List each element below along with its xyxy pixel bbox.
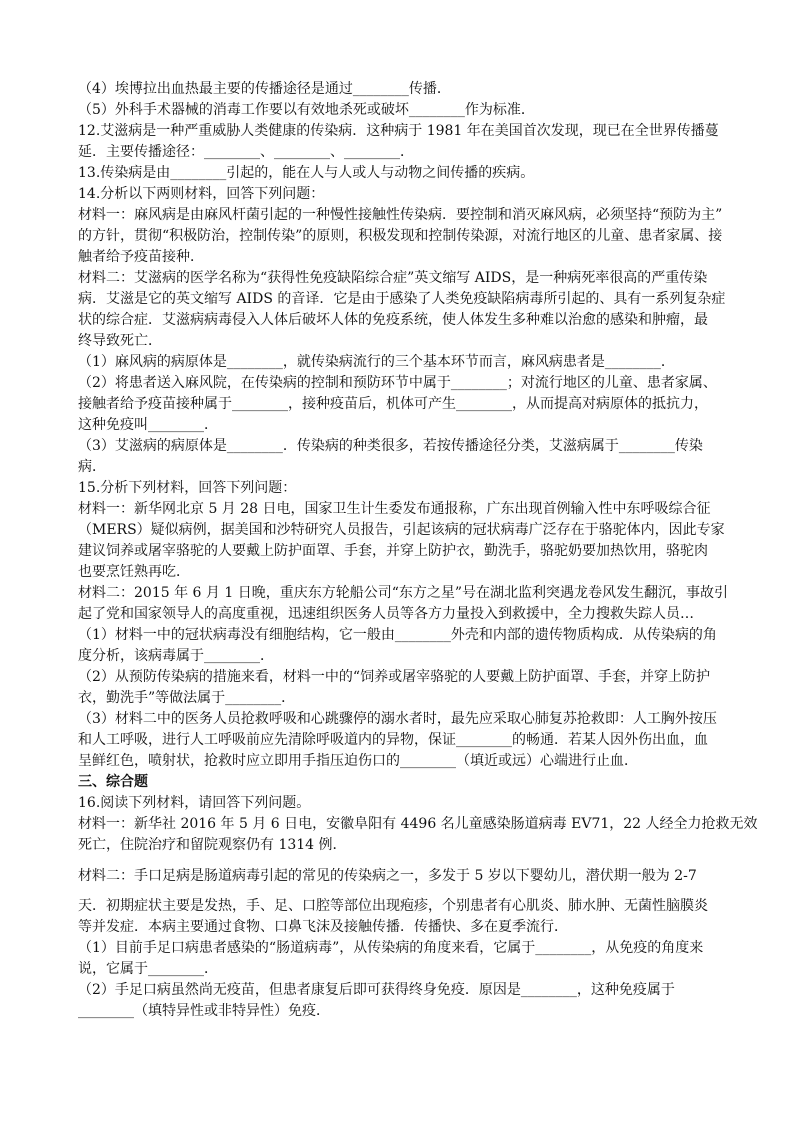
text-line: 14.分析以下两则材料，回答下列问题： [78,186,325,202]
text-line: 终导致死亡． [78,333,162,349]
text-line: （3）材料二中的医务人员抢救呼吸和心跳骤停的溺水者时，最先应采取心肺复苏抢救即：人工胸外按压 [78,711,717,727]
text-line: 材料一：麻风病是由麻风杆菌引起的一种慢性接触性传染病．要控制和消灭麻风病，必须坚持“预防为主” [78,207,723,223]
text-line: 病．艾滋是它的英文缩写 AIDS 的音译．它是由于感染了人类免疫缺陷病毒所引起的、具有一系列复杂症 [78,291,726,307]
section-heading: 三、综合题 [78,774,148,790]
text-line: 说，它属于________． [78,961,218,977]
text-line: 延．主要传播途径：________、________、________． [78,144,414,160]
text-line: 材料二：手口足病是肠道病毒引起的常见的传染病之一，多发于 5 岁以下婴幼儿，潜伏期一般为 2-7 [78,868,697,884]
text-line: 材料二：2015 年 6 月 1 日晚，重庆东方轮船公司“东方之星”号在湖北监利突遇龙卷风发生翻沉，事故引 [78,585,729,601]
text-line: 材料一：新华社 2016 年 5 月 6 日电，安徽阜阳有 4496 名儿童感染肠道病毒 EV71，22 人经全力抢救无效 [78,816,758,832]
text-line: 度分析，该病毒属于________． [78,648,274,664]
text-line: （1）目前手足口病患者感染的“肠道病毒”，从传染病的角度来看，它属于________，从免疫的角度来 [78,940,704,956]
text-line: ________（填特异性或非特异性）免疫． [78,1003,330,1019]
text-line: 接触者给予疫苗接种属于________，接种疫苗后，机体可产生________，从而提高对病原体的抵抗力， [78,396,708,412]
text-line: 材料二：艾滋病的医学名称为“获得性免疫缺陷综合症”英文缩写 AIDS，是一种病死率很高的严重传染 [78,270,708,286]
text-line: 触者给予疫苗接种． [78,249,204,265]
text-line: （2）手足口病虽然尚无疫苗，但患者康复后即可获得终身免疫．原因是________，这种免疫属于 [78,982,675,998]
text-line: 建议饲养或屠宰骆驼的人要戴上防护面罩、手套，并穿上防护衣，勤洗手，骆驼奶要加热饮用，骆驼肉 [78,543,708,559]
text-line: 这种免疫叫________． [78,417,218,433]
text-line: 16.阅读下列材料，请回答下列问题。 [78,795,311,811]
text-line: 12.艾滋病是一种严重威胁人类健康的传染病．这种病于 1981 年在美国首次发现，现已在全世界传播蔓 [78,123,719,139]
text-line: 13.传染病是由________引起的，能在人与人或人与动物之间传播的疾病。 [78,165,535,181]
text-line: （1）材料一中的冠状病毒没有细胞结构，它一般由________外壳和内部的遗传物质构成．从传染病的角 [78,627,717,643]
text-line: 的方针，贯彻“积极防治，控制传染”的原则，积极发现和控制传染源，对流行地区的儿童、患者家属、接 [78,228,723,244]
text-line: 天．初期症状主要是发热，手、足、口腔等部位出现疱疹，个别患者有心肌炎、肺水肿、无菌性脑膜炎 [78,898,708,914]
text-line: 状的综合症．艾滋病病毒侵入人体后破坏人体的免疫系统，使人体发生多种难以治愈的感染和肿瘤，最 [78,312,708,328]
text-line: 等并发症．本病主要通过食物、口鼻飞沫及接触传播．传播快、多在夏季流行． [78,919,568,935]
text-line: （1）麻风病的病原体是________，就传染病流行的三个基本环节而言，麻风病患者是________． [78,354,675,370]
text-line: （MERS）疑似病例，据美国和沙特研究人员报告，引起该病的冠状病毒广泛存在于骆驼体内，因此专家 [78,522,725,538]
text-line: 也要烹饪熟再吃． [78,564,190,580]
text-line: 15.分析下列材料，回答下列问题： [78,480,297,496]
text-line: 和人工呼吸，进行人工呼吸前应先清除呼吸道内的异物，保证________的畅通．若某人因外伤出血，血 [78,732,708,748]
text-line: （4）埃博拉出血热最主要的传播途径是通过________传播． [78,81,451,97]
text-line: 呈鲜红色，喷射状，抢救时应立即用手指压迫伤口的________（填近或远）心端进行止血． [78,753,638,769]
text-line: （5）外科手术器械的消毒工作要以有效地杀死或破坏________作为标准． [78,102,535,118]
text-line: 材料一：新华网北京 5 月 28 日电，国家卫生计生委发布通报称，广东出现首例输入性中东呼吸综合征 [78,501,711,517]
text-line: 衣，勤洗手”等做法属于________． [78,690,296,706]
text-line: （3）艾滋病的病原体是________．传染病的种类很多，若按传播途径分类，艾滋病属于________传染 [78,438,703,454]
text-line: 起了党和国家领导人的高度重视，迅速组织医务人员等各方力量投入到救援中，全力搜救失踪人员… [78,606,694,622]
text-line: 病． [78,459,106,475]
text-line: 死亡，住院治疗和留院观察仍有 1314 例． [78,837,347,853]
text-line: （2）将患者送入麻风院，在传染病的控制和预防环节中属于________；对流行地区的儿童、患者家属、 [78,375,717,391]
text-line: （2）从预防传染病的措施来看，材料一中的“饲养或屠宰骆驼的人要戴上防护面罩、手套，并穿上防护 [78,669,711,685]
